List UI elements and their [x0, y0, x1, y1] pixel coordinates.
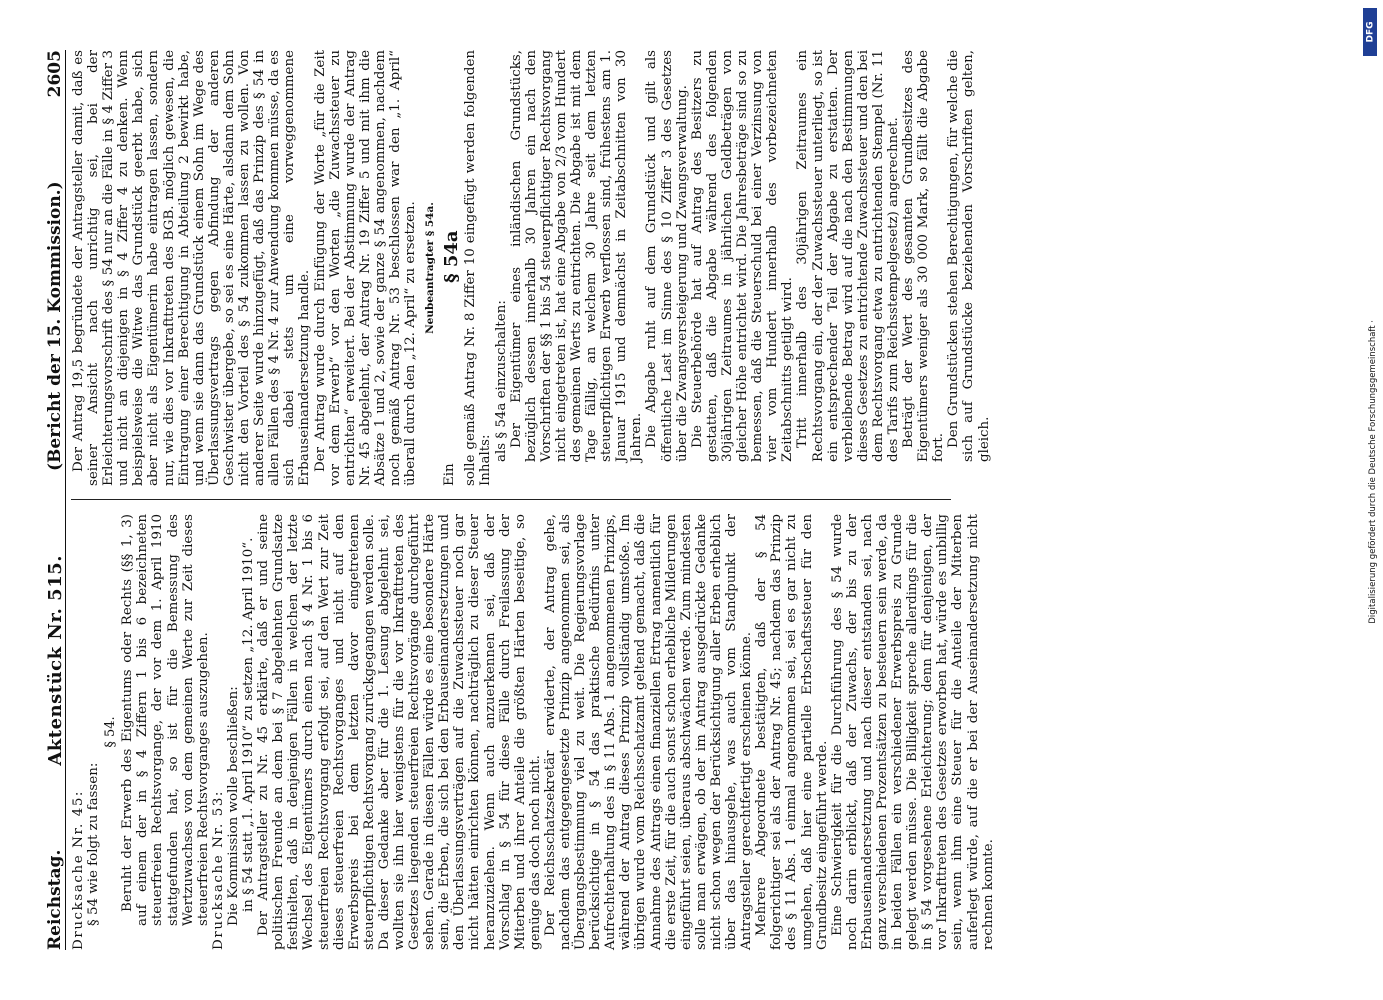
paragraph: § 54 wie folgt zu fassen: [86, 762, 102, 926]
paragraph: Den Grundstücken stehen Berechtigungen, für welche die sich auf Grundstücke beziehenden Vorschriften gelten, gleich. [946, 50, 992, 462]
right-column [71, 50, 992, 486]
section-54a-heading: § 54a [441, 230, 463, 283]
paragraph: Der Antrag 19,5 begründete der Antragsteller damit, daß es seiner Ansicht nach unrichtig sei, bei der Erleichterungsvorschrift des § 54 nur an die Fälle in § 4 Ziffer 3 und nicht an diejenigen in § 4 Ziffer 4 zu denken. Wenn beispielsweise die Witwe das Grundstück geerbt habe, sich aber nicht als Eigentümerin habe eintragen lassen, sondern nur, wie dies vor Inkrafttreten des BGB. möglich gewesen, die Eintragung einer Berechtigung in Abteilung 2 bewirkt habe, und wenn sie dann das Grundstück einem Sohn im Wege des Überlassungsvertrags gegen Abfindung der anderen Geschwister übergebe, so sei es eine Härte, alsdann dem Sohn nicht den Vorteil des § 54 zukommen lassen zu wollen. Von anderer Seite wurde hinzugefügt, daß das Prinzip des § 54 in allen Fällen des § 4 Nr. 4 zur Anwendung kommen müsse, da es sich dabei stets um eine vorweggenommene Erbauseinandersetzung handle. [71, 50, 313, 486]
column-divider [71, 499, 951, 500]
digitization-credit: Digitalisierung gefördert durch die Deutsche Forschungsgemeinschaft · [1368, 320, 1378, 624]
paragraph: Die Abgabe ruht auf dem Grundstück und gilt als öffentliche Last im Sinne des § 10 Ziffer 3 des Gesetzes über die Zwangsversteigerung und Zwangsverwaltung. [644, 50, 690, 462]
header-bracket: (Bericht der 15. Kommission.) [44, 181, 65, 471]
left-column [71, 514, 996, 950]
paragraph: Eine Schwierigkeit für die Durchführung des § 54 wurde noch darin erblickt, daß der Zuwachs, der bis zu der Erbauseinandersetzung und nach dieser entstanden sei, nach ganz verschiedenen Prozentsätzen zu besteuern sein werde, da in beiden Fällen ein verschiedener Erwerbspreis zu Grunde gelegt werden müsse. Die Billigkeit spreche allerdings für die in § 54 vorgesehene Erleichterung; denn für denjenigen, der vor Inkrafttreten des Gesetzes erworben hat, würde es unbillig sein, wenn ihm eine Steuer für die Anteile der Miterben auferlegt würde, auf die er bei der Auseinandersetzung nicht rechnen konnte. [829, 514, 996, 950]
header-rule [65, 50, 66, 950]
paragraph: Beruht der Erwerb des Eigentums oder Rechts (§§ 1, 3) auf einem der in § 4 Ziffern 1 bis 6 bezeichneten steuerfreien Rechtsvorgange, der vor dem 1. April 1910 stattgefunden hat, so ist für die Bemessung des Wertzuwachses von dem gemeinen Werte zur Zeit dieses steuerfreien Rechtsvorganges auszugehen. [120, 514, 211, 926]
paragraph: solle gemäß Antrag Nr. 8 Ziffer 10 eingefügt werden folgenden Inhalts: [463, 50, 494, 486]
paragraph: Der Reichsschatzsekretär erwiderte, der Antrag gehe, nachdem das entgegengesetzte Prinzip angenommen sei, als Übergangsbestimmung viel zu weit. Die Regierungsvorlage berücksichtige in § 54 das praktische Bedürfnis unter Aufrechterhaltung des in § 11 Abs. 1 angenommenen Prinzips, während der Antrag dieses Prinzip vollständig umstoße. Im übrigen wurde vom Reichsschatzamt geltend gemacht, daß die Annahme des Antrags einen finanziellen Ertrag namentlich für die erste Zeit, für die auch sonst schon erhebliche Milderungen eingeführt seien, überaus abschwächen werde. Zum mindesten solle man erwägen, ob der im Antrag ausgedrückte Gedanke nicht schon wegen der Berücksichtigung aller Erben erheblich über das hinausgehe, was auch vom Standpunkt der Antragsteller gerechtfertigt erscheinen könne. [542, 514, 755, 950]
drucksache-45-heading: Drucksache Nr. 45: [71, 789, 86, 950]
section-heading: § 54. [103, 716, 119, 748]
paragraph: in § 54 statt „1. April 1910“ zu setzen „12. April 1910“. [241, 537, 257, 912]
dfg-logo-text: DFG [1365, 21, 1376, 43]
paragraph: Der Antragsteller zu Nr. 45 erklärte, daß er und seine politischen Freunde an dem bei § 7 abgelehnten Grundsatze festhielten, daß in denjenigen Fällen in welchen der letzte Wechsel des Eigentümers durch einen nach § 4 Nr. 1 bis 6 steuerfreien Rechtsvorgang erfolgt sei, auf den Wert zur Zeit dieses steuerfreien Rechtsvorganges und nicht auf den Erwerbspreis bei dem letzten davor eingetretenen steuerpflichtigen Rechtsvorgang zurückgegangen werden solle. Da dieser Gedanke aber für die 1. Lesung abgelehnt sei, wollten sie ihn hier wenigstens für die vor Inkrafttreten des Gesetzes liegenden steuerfreien Rechtsvorgänge durchgeführt sehen. Gerade in diesen Fällen würde es eine besondere Härte sein, die Erben, die sich bei den Erbauseinandersetzungen und den Überlassungsverträgen auf die Zuwachssteuer noch gar nicht hätten einrichten können, nachträglich zu dieser Steuer heranzuziehen. Wenn auch anzuerkennen sei, daß der Vorschlag in § 54 für diese Fälle durch Freilassung der Miterben und ihrer Anteile die größten Härten beseitige, so genüge das doch noch nicht. [256, 514, 543, 950]
paragraph: Beträgt der Wert des gesamten Grundbesitzes des Eigentümers weniger als 30 000 Mark, so fällt die Abgabe fort. [901, 50, 947, 462]
header-left: Reichstag. [44, 849, 65, 950]
rotated-document-page [41, 50, 1371, 950]
page-header [41, 50, 66, 950]
paragraph: Mehrere Abgeordnete bestätigten, daß der § 54 folgerichtiger sei als der Antrag Nr. 45; nachdem das Prinzip des § 11 Abs. 1 einmal angenommen sei, sei es gar nicht zu umgehen, daß hier eine partielle Erbschaftssteuer für den Grundbesitz eingeführt werde. [754, 514, 830, 950]
ein-word: Ein [442, 463, 458, 486]
page-number: 2605 [44, 50, 65, 98]
ein-paragraph-row [442, 50, 463, 486]
header-center: Aktenstück Nr. 515. [44, 554, 66, 766]
paragraph: Der Antrag wurde durch Einfügung der Worte „für die Zeit vor dem Erwerb“ vor den Worten „die Zuwachssteuer zu entrichten“ erweitert. Bei der Abstimmung wurde der Antrag Nr. 45 abgelehnt, der Antrag Nr. 19 Ziffer 5 und mit ihm die Absätze 1 und 2, sowie der ganze § 54 angenommen, nachdem noch gemäß Antrag Nr. 53 beschlossen war den „1. April“ überall durch den „12. April“ zu ersetzen. [312, 50, 419, 486]
subsection-heading: Neubeantragter § 54a. [424, 202, 437, 334]
drucksache-53-heading: Drucksache Nr. 53: [210, 789, 226, 950]
dfg-logo [1363, 8, 1377, 56]
paragraph: als § 54a einzuschalten: [493, 300, 509, 462]
paragraph: Die Kommission wolle beschließen: [225, 686, 241, 926]
paragraph: Die Steuerbehörde hat auf Antrag des Besitzers zu gestatten, daß die Abgabe während des folgenden 30jährigen Zeitraumes in jährlichen Geldbeträgen von gleicher Höhe entrichtet wird. Die Jahresbeträge sind so zu bemessen, daß die Steuerschuld bei einer Verzinsung von vier vom Hundert innerhalb des vorbezeichneten Zeitabschnitts getilgt wird. [689, 50, 796, 462]
paragraph: Der Eigentümer eines inländischen Grundstücks, bezüglich dessen innerhalb 30 Jahren ein nach den Vorschriften der §§ 1 bis 54 steuerpflichtiger Rechtsvorgang nicht eingetreten ist, hat eine Abgabe von 2/3 vom Hundert des gemeinen Werts zu entrichten. Die Abgabe ist mit dem Tage fällig, an welchem 30 Jahre seit dem letzten steuerpflichtigen Erwerb verflossen sind, frühestens am 1. Januar 1915 und demnächst in Zeitabschnitten von 30 Jahren. [508, 50, 645, 462]
paragraph: Tritt innerhalb des 30jährigen Zeitraumes ein Rechtsvorgang ein, der der Zuwachssteuer unterliegt, so ist ein entsprechender Teil der Abgabe zu erstatten. Der verbleibende Betrag wird auf die nach den Bestimmungen dieses Gesetzes zu entrichtende Zuwachssteuer und den bei dem Rechtsvorgang etwa zu entrichtenden Stempel (Nr. 11 des Tarifs zum Reichsstempelgesetz) angerechnet. [795, 50, 901, 462]
